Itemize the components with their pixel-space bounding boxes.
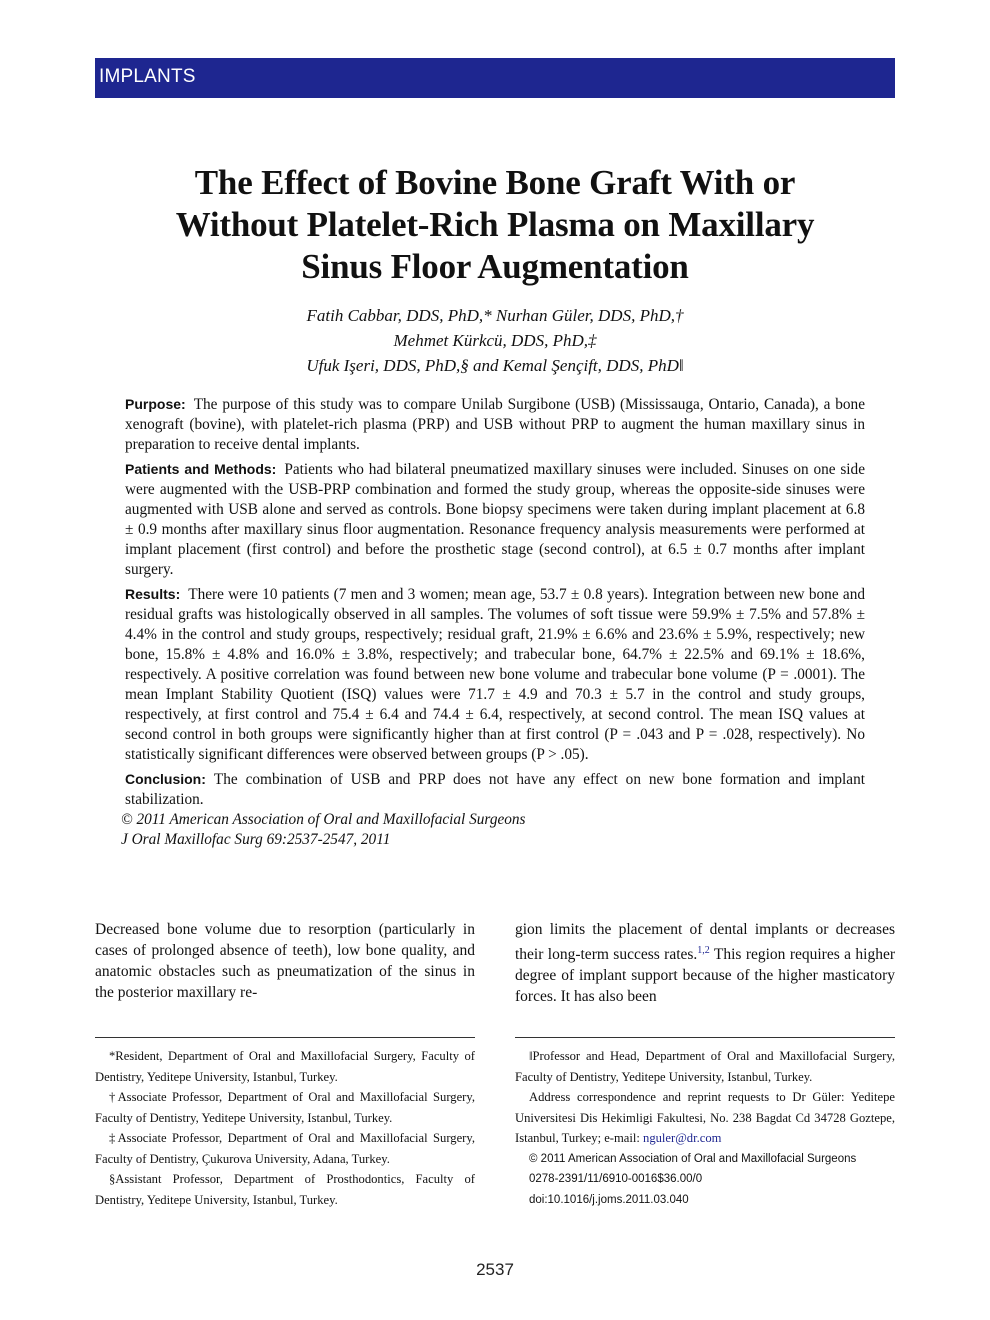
- author-list: [95, 303, 895, 378]
- abstract-purpose: [125, 394, 865, 455]
- abstract-citation: [121, 810, 865, 850]
- body-text-left: Decreased bone volume due to resorption (particularly in cases of prolonged absence of teeth), low bone quality, and anatomic obstacles such as pneumatization of the sinus in the posterior maxillary re-: [95, 921, 475, 1001]
- section-label: IMPLANTS: [99, 66, 196, 87]
- abstract-methods: [125, 459, 865, 580]
- author-line: Fatih Cabbar, DDS, PhD,* Nurhan Güler, DDS, PhD,†: [306, 306, 684, 325]
- footnotes-left: [95, 1046, 475, 1210]
- conclusion-label: Conclusion:: [125, 771, 206, 787]
- author-line: Mehmet Kürkcü, DDS, PhD,‡: [393, 331, 597, 350]
- abstract-conclusion: [125, 769, 865, 810]
- abstract-copyright: © 2011 American Association of Oral and Maxillofacial Surgeons: [121, 811, 526, 828]
- footnote-item: ‡Associate Professor, Department of Oral and Maxillofacial Surgery, Faculty of Dentistry, Çukurova University, Adana, Turkey.: [95, 1131, 475, 1166]
- reference-link[interactable]: 1,2: [697, 945, 710, 956]
- purpose-text: The purpose of this study was to compare Unilab Surgibone (USB) (Mississauga, Ontario, Canada), a bone xenograft (bovine), with platelet-rich plasma (PRP) and USB without PRP to augment the human maxillary sinus in preparation to receive dental implants.: [125, 396, 865, 453]
- footnote-item: ‖Professor and Head, Department of Oral and Maxillofacial Surgery, Faculty of Dentistry, Yeditepe University, Istanbul, Turkey.: [515, 1049, 895, 1084]
- author-line: Ufuk Işeri, DDS, PhD,§ and Kemal Şençift, DDS, PhD‖: [306, 356, 684, 375]
- article-title: [95, 162, 895, 288]
- methods-label: Patients and Methods:: [125, 461, 277, 477]
- body-column-right: [515, 919, 895, 1007]
- section-banner: [95, 58, 895, 98]
- issn-line: 0278-2391/11/6910-0016$36.00/0: [529, 1173, 703, 1185]
- footnote-copyright: © 2011 American Association of Oral and Maxillofacial Surgeons: [529, 1152, 857, 1165]
- correspondence-address: [515, 1087, 895, 1149]
- title-line: Without Platelet-Rich Plasma on Maxillary: [175, 205, 815, 244]
- footnote-item: †Associate Professor, Department of Oral and Maxillofacial Surgery, Faculty of Dentistry, Yeditepe University, Istanbul, Turkey.: [95, 1090, 475, 1125]
- page-number: 2537: [476, 1260, 514, 1279]
- body-column-left: [95, 919, 475, 1003]
- purpose-label: Purpose:: [125, 396, 186, 412]
- footnote-divider: [515, 1037, 895, 1038]
- results-label: Results:: [125, 586, 181, 602]
- conclusion-text: The combination of USB and PRP does not have any effect on new bone formation and implant stabilization.: [125, 771, 865, 808]
- abstract: [121, 394, 865, 850]
- title-line: The Effect of Bovine Bone Graft With or: [194, 163, 796, 202]
- footnote-item: *Resident, Department of Oral and Maxillofacial Surgery, Faculty of Dentistry, Yeditepe University, Istanbul, Turkey.: [95, 1049, 475, 1084]
- footnotes-right: [515, 1046, 895, 1210]
- title-line: Sinus Floor Augmentation: [301, 247, 689, 286]
- footnote-divider: [95, 1037, 475, 1038]
- doi-line[interactable]: doi:10.1016/j.joms.2011.03.040: [529, 1193, 689, 1206]
- abstract-results: [125, 584, 865, 765]
- methods-text: Patients who had bilateral pneumatized maxillary sinuses were included. Sinuses on one side were augmented with the USB-PRP combination and formed the study group, whereas the opposite-side sinuses were augmented with USB alone and served as controls. Bone biopsy specimens were taken during implant placement at 6.8 ± 0.9 months after maxillary sinus floor augmentation. Resonance frequency analysis measurements were performed at implant placement (first control) and before the prosthetic stage (second control), at 6.5 ± 0.7 months after implant surgery.: [125, 461, 865, 578]
- email-link[interactable]: nguler@dr.com: [643, 1131, 722, 1145]
- body-text-right-cont: This region requires a higher degree of implant support because of the higher masticatory forces. It has also been: [515, 946, 895, 1006]
- footnote-item: §Assistant Professor, Department of Prosthodontics, Faculty of Dentistry, Yeditepe University, Istanbul, Turkey.: [95, 1172, 475, 1207]
- results-text: There were 10 patients (7 men and 3 women; mean age, 53.7 ± 0.8 years). Integration between new bone and residual grafts was histologically observed in all samples. The volumes of soft tissue were 59.9% ± 7.5% and 57.8% ± 4.4% in the control and study groups, respectively; residual graft, 21.9% ± 6.6% and 23.6% ± 5.9%, respectively; new bone, 15.8% ± 4.8% and 16.0% ± 3.8%, respectively; and trabecular bone, 64.7% ± 22.5% and 69.1% ± 18.6%, respectively. A positive correlation was found between new bone volume and trabecular bone volume (P = .0001). The mean Implant Stability Quotient (ISQ) values were 71.7 ± 4.9 and 70.3 ± 5.7 in the control and study groups, respectively, at first control and 75.4 ± 6.4 and 74.4 ± 6.4, respectively, at second control. The mean ISQ values at second control in both groups were significantly higher than at first control (P = .043 and P = .028, respectively). No statistically significant differences were observed between groups (P > .05).: [125, 586, 865, 763]
- address-text: Address correspondence and reprint requests to Dr Güler: Yeditepe Universitesi Dis Hekimligi Fakultesi, No. 238 Bagdat Cd 34728 Goztepe, Istanbul, Turkey; e-mail:: [515, 1090, 895, 1145]
- body-text-right: gion limits the placement of dental implants or decreases their long-term success rates.: [515, 921, 895, 964]
- journal-citation: J Oral Maxillofac Surg 69:2537-2547, 2011: [121, 831, 391, 848]
